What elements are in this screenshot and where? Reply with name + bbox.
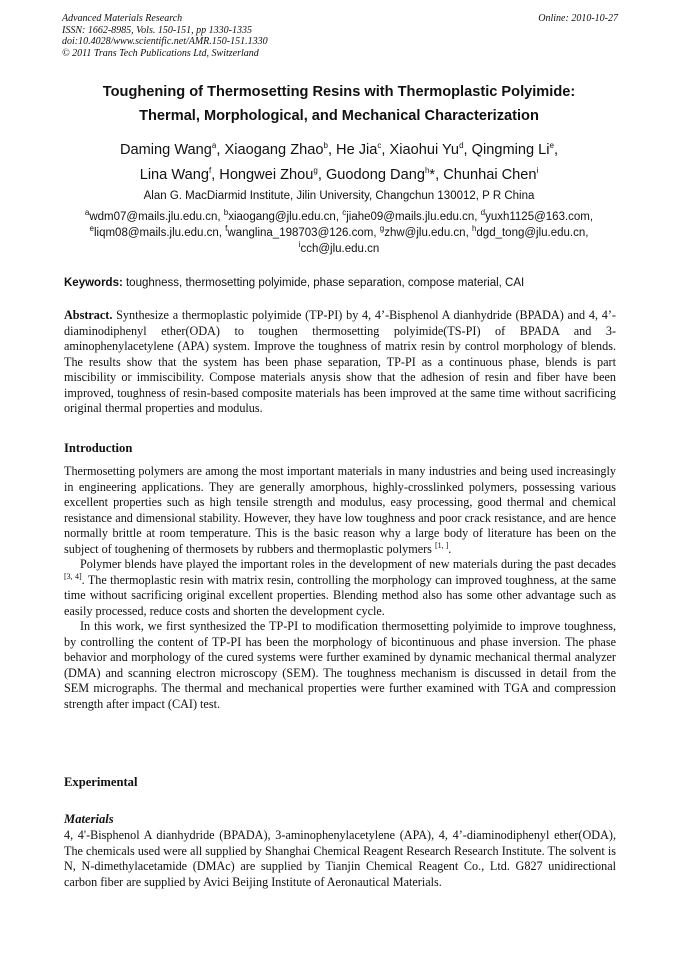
email-address: liqm08@mails.jlu.edu.cn [93,227,219,239]
intro-paragraph-2 [64,557,616,619]
author-sup: c [377,141,382,151]
author-name: Chunhai Chen [443,167,537,183]
author-name: Lina Wang [139,167,209,183]
citation: [3, 4] [64,571,82,581]
doi-line: doi:10.4028/www.scientific.net/AMR.150-151.1330 [62,36,268,47]
intro-paragraph-3: In this work, we first synthesized the TP-PI to modification thermosetting polyimide to improve toughness, by controlling the content of TP-PI has been the morphology of bicontinuous and phase inversion. The phase behavior and morphology of the cured systems were further examined by dynamic mechanical thermal analyzer (DMA) and scanning electron microscopy (SEM). The toughness mechanism is discussed in detail from the SEM micrographs. The thermal and mechanical properties were further examined with TGA and compression strength after impact (CAI) test. [64,619,616,711]
journal-header [62,13,618,59]
email-sup: a [84,208,90,218]
author-line-1 [40,138,638,163]
email-sep: , [218,227,226,239]
materials-body [64,828,616,890]
experimental-heading: Experimental [64,775,138,789]
email-sep: , [585,227,589,239]
abstract-text: Synthesize a thermoplastic polyimide (TP-PI) by 4, 4’-Bisphenol A dianhydride (BPADA) and 4, 4’-diaminodiphenyl ether(ODA) to toughen thermosetting polyimide(TS-PI) of BPADA and 3-aminophenylacetylene (APA) system. Improve the toughness of matrix resin by control morphology of blends. The results show that the system has been phase separation, TP-PI as a continuous phase, blends is part miscibility or immiscibility. Compose materials anysis show that the adhesion of resin and fiber have been improved, toughness of resin-based composite materials has been improved at the same time without sacrificing original thermal properties and modulus. [64,308,616,415]
author-name: He Jia [336,142,378,158]
author-name: Qingming Li [471,142,550,158]
email-list [58,209,620,257]
email-address: cch@jlu.edu.cn [300,243,380,255]
intro-p1-text: Thermosetting polymers are among the most important materials in many industries and being used increasingly in engineering applications. They are generally amorphous, highly-crosslinked polymers, possessing various excellent properties such as high tensile strength and modulus, easy processing, good thermal and chemical resistance and dimensional stability. However, they have low toughness and poor crack resistance, and are hence normally brittle at room temperature. This is the basic reason why a large body of literature has been on the subject of toughening of thermosets by rubbers and thermoplastic polymers [64,464,616,556]
keywords [64,276,616,291]
author-name: Guodong Dang [325,167,425,183]
author-name: Hongwei Zhou [219,167,314,183]
email-sep: , [217,211,224,223]
author-sup: i [536,166,539,176]
author-sep: , [553,142,559,158]
copyright-line: © 2011 Trans Tech Publications Ltd, Switzerland [62,47,259,59]
keywords-label: Keywords: [64,277,123,289]
email-sup: d [480,208,486,218]
author-sup: d [459,141,464,151]
intro-p2-start: Polymer blends have played the important roles in the development of new materials during the past decades [80,557,616,571]
author-sup: f [208,166,212,176]
author-sep: , [317,167,326,183]
title-line-2: Thermal, Morphological, and Mechanical Characterization [139,108,539,124]
journal-name: Advanced Materials Research [62,13,183,24]
email-sup: e [89,224,94,234]
email-line-3 [58,241,620,257]
materials-paragraph: 4, 4'-Bisphenol A dianhydride (BPADA), 3-aminophenylacetylene (APA), 4, 4’-diaminodiphenyl ether(ODA), The chemicals used were all supplied by Shanghai Chemical Reagent Research Research Institute. The solvent is N, N-dimethylacetamide (DMAc) are supplied by Tianjin Chemical Reagent Co., Ltd. G827 unidirectional carbon fiber are supplied by Avici Beijing Institute of Aeronautical Materials. [64,828,616,889]
intro-p2-end: . The thermoplastic resin with matrix resin, controlling the morphology can improved toughness, at the same time without sacrificing original excellent properties. Blending method also has some other advantage such as easily processed, reduce costs and shorten the development cycle. [64,572,616,618]
email-sup: h [471,224,477,234]
email-address: wanglina_198703@126.com [227,227,374,239]
title-line-1: Toughening of Thermosetting Resins with Thermoplastic Polyimide: [102,84,576,100]
email-sup: f [225,224,228,234]
abstract-label: Abstract. [64,308,113,322]
affiliation: Alan G. MacDiarmid Institute, Jilin University, Changchun 130012, P R China [143,190,535,202]
author-name: Daming Wang [119,142,212,158]
email-line-1 [58,209,620,225]
author-sup: e [549,141,554,151]
author-list [40,138,638,188]
author-sep: , [211,167,220,183]
author-sep: , [216,142,225,158]
intro-paragraph-1 [64,464,616,557]
author-sep: *, [429,167,444,183]
citation: [1, ] [434,540,449,550]
email-sup: i [298,240,301,250]
email-address: yuxh1125@163.com [485,211,590,223]
author-sep: , [463,142,472,158]
email-sep: , [589,211,594,223]
email-line-2 [58,225,620,241]
materials-subheading: Materials [64,812,114,826]
email-address: wdm07@mails.jlu.edu.cn [89,211,218,223]
email-sup: g [379,224,385,234]
author-sup: a [211,141,217,151]
introduction-heading: Introduction [64,441,133,455]
author-sup: g [313,166,318,176]
email-sep: , [474,211,481,223]
paper-title [40,80,638,128]
introduction-body [64,464,616,712]
author-sup: b [323,141,328,151]
email-sup: b [223,208,229,218]
author-name: Xiaogang Zhao [224,142,324,158]
issn-line: ISSN: 1662-8985, Vols. 150-151, pp 1330-1335 [62,24,252,36]
email-address: xiaogang@jlu.edu.cn [228,211,336,223]
online-date: Online: 2010-10-27 [538,13,618,24]
intro-p1-end: . [448,541,452,556]
author-sep: , [381,142,390,158]
author-name: Xiaohui Yu [389,142,460,158]
email-sep: , [335,211,343,223]
keywords-text: toughness, thermosetting polyimide, phase separation, compose material, CAI [122,277,525,289]
author-line-2 [40,163,638,188]
email-sup: c [342,208,347,218]
author-sup: h [424,166,430,176]
email-sep: , [373,227,380,239]
email-address: jiahe09@mails.jlu.edu.cn [346,211,475,223]
author-sep: , [327,142,337,158]
email-address: zhw@jlu.edu.cn [384,227,466,239]
email-sep: , [465,227,472,239]
abstract [64,308,616,417]
email-address: dgd_tong@jlu.edu.cn [476,227,586,239]
